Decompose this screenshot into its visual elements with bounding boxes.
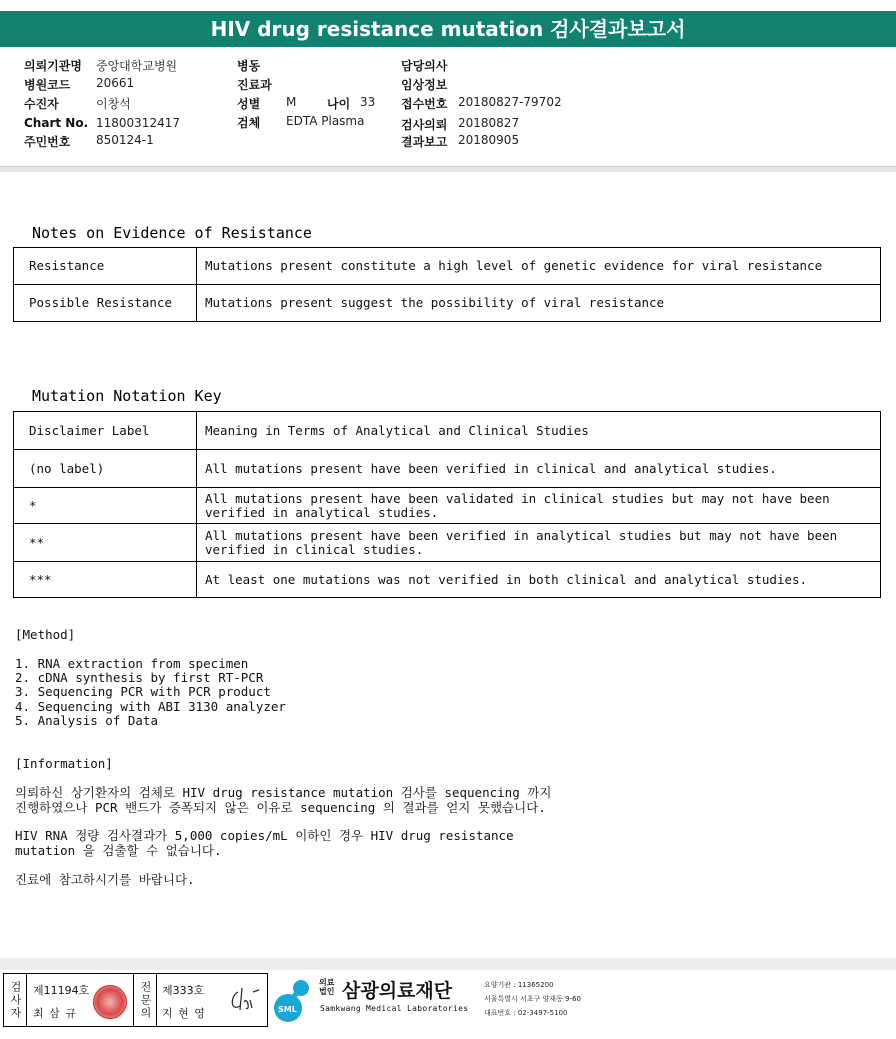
- chart-no-value: 11800312417: [96, 116, 180, 130]
- information-text: 진료에 참고하시기를 바랍니다.: [15, 872, 195, 887]
- method-step: 3. Sequencing PCR with PCR product: [15, 684, 271, 699]
- key-desc-cell: All mutations present have been validated in clinical studies but may not have been verified in analytical studies.: [197, 488, 881, 524]
- institution-phone: 대표번호 : 02-3497-5100: [484, 1009, 568, 1017]
- method-step: 1. RNA extraction from specimen: [15, 656, 249, 671]
- specialist-license-no: 제333호: [162, 984, 205, 997]
- logo-corp-label: 의료 법인: [319, 978, 335, 996]
- key-label-cell: Disclaimer Label: [14, 412, 197, 450]
- header-divider: [0, 166, 896, 172]
- institution-address: 서울특별시 서초구 양재동 9-60: [484, 995, 581, 1003]
- report-date-label: 결과보고: [401, 135, 448, 149]
- logo-badge-text: SML: [278, 1005, 297, 1014]
- clinical-info-label: 임상정보: [401, 78, 448, 92]
- notes-table: [13, 247, 881, 322]
- key-desc-cell: All mutations present have been verified in clinical and analytical studies.: [197, 450, 881, 488]
- method-step: 2. cDNA synthesis by first RT-PCR: [15, 670, 264, 685]
- key-desc-cell: At least one mutations was not verified in both clinical and analytical studies.: [197, 562, 881, 598]
- key-desc-cell: Meaning in Terms of Analytical and Clinical Studies: [197, 412, 881, 450]
- notes-section-title: Notes on Evidence of Resistance: [32, 224, 312, 242]
- logo-english-name: Samkwang Medical Laboratories: [320, 1004, 469, 1013]
- sml-logo-icon: [270, 974, 320, 1028]
- method-step: 4. Sequencing with ABI 3130 analyzer: [15, 699, 286, 714]
- chart-no-label: Chart No.: [24, 116, 89, 130]
- request-date-label: 검사의뢰: [401, 118, 448, 132]
- table-row: [14, 248, 881, 285]
- table-row: [14, 285, 881, 322]
- patient-label: 수진자: [24, 97, 59, 111]
- examiner-license-no: 제11194호: [33, 984, 90, 997]
- key-label-cell: **: [14, 524, 197, 562]
- patient-header: [0, 50, 896, 166]
- key-label-cell: (no label): [14, 450, 197, 488]
- age-value: 33: [360, 95, 376, 109]
- ward-label: 병동: [237, 59, 261, 73]
- key-label-cell: ***: [14, 562, 197, 598]
- information-text: mutation 을 검출할 수 없습니다.: [15, 843, 222, 858]
- report-title: HIV drug resistance mutation 검사결과보고서: [0, 11, 896, 47]
- requesting-institution-label: 의뢰기관명: [24, 59, 82, 73]
- sex-value: M: [286, 95, 297, 109]
- method-step: 5. Analysis of Data: [15, 713, 158, 728]
- examiner-seal-icon: [93, 985, 127, 1019]
- examiner-name: 최 삼 규: [33, 1007, 77, 1020]
- hospital-code-value: 20661: [96, 76, 135, 90]
- patient-value: 이창석: [96, 97, 131, 111]
- request-date-value: 20180827: [458, 116, 520, 130]
- key-desc-cell: All mutations present have been verified in analytical studies but may not have been verified in clinical studies.: [197, 524, 881, 562]
- logo-org-name: 삼광의료재단: [342, 980, 453, 1002]
- table-row: [14, 562, 881, 598]
- signature-icon: [226, 982, 262, 1018]
- table-row: [14, 412, 881, 450]
- specialist-label: 전문의: [139, 980, 152, 1020]
- attending-physician-label: 담당의사: [401, 59, 448, 73]
- notes-desc-cell: Mutations present suggest the possibility of viral resistance: [197, 285, 881, 322]
- hospital-code-label: 병원코드: [24, 78, 71, 92]
- institution-code: 요양기관 : 11365200: [484, 981, 554, 989]
- table-row: [14, 488, 881, 524]
- method-heading: [Method]: [15, 627, 76, 642]
- report-date-value: 20180905: [458, 133, 520, 147]
- information-heading: [Information]: [15, 756, 113, 771]
- resident-no-value: 850124-1: [96, 133, 154, 147]
- department-label: 진료과: [237, 78, 272, 92]
- sex-label: 성별: [237, 97, 261, 111]
- age-label: 나이: [327, 97, 351, 111]
- specimen-label: 검체: [237, 116, 261, 130]
- notes-label-cell: Possible Resistance: [14, 285, 197, 322]
- information-text: HIV RNA 정량 검사결과가 5,000 copies/mL 이하인 경우 HIV drug resistance: [15, 828, 514, 843]
- key-section-title: Mutation Notation Key: [32, 387, 222, 405]
- resident-no-label: 주민번호: [24, 135, 71, 149]
- divider: [156, 974, 157, 1026]
- receipt-no-label: 접수번호: [401, 97, 448, 111]
- notes-desc-cell: Mutations present constitute a high level of genetic evidence for viral resistance: [197, 248, 881, 285]
- examiner-label: 검사자: [9, 980, 22, 1020]
- specimen-value: EDTA Plasma: [286, 114, 365, 128]
- divider: [26, 974, 27, 1026]
- specialist-name: 지 현 영: [162, 1007, 206, 1020]
- footer-divider: [0, 958, 896, 970]
- table-row: [14, 450, 881, 488]
- key-label-cell: *: [14, 488, 197, 524]
- notation-key-table: [13, 411, 881, 598]
- table-row: [14, 524, 881, 562]
- information-text: 의뢰하신 상기환자의 검체로 HIV drug resistance mutation 검사를 sequencing 까지: [15, 785, 552, 800]
- receipt-no-value: 20180827-79702: [458, 95, 562, 109]
- information-text: 진행하였으나 PCR 밴드가 증폭되지 않은 이유로 sequencing 의 결과를 얻지 못했습니다.: [15, 800, 546, 815]
- notes-label-cell: Resistance: [14, 248, 197, 285]
- requesting-institution-value: 중앙대학교병원: [96, 59, 178, 73]
